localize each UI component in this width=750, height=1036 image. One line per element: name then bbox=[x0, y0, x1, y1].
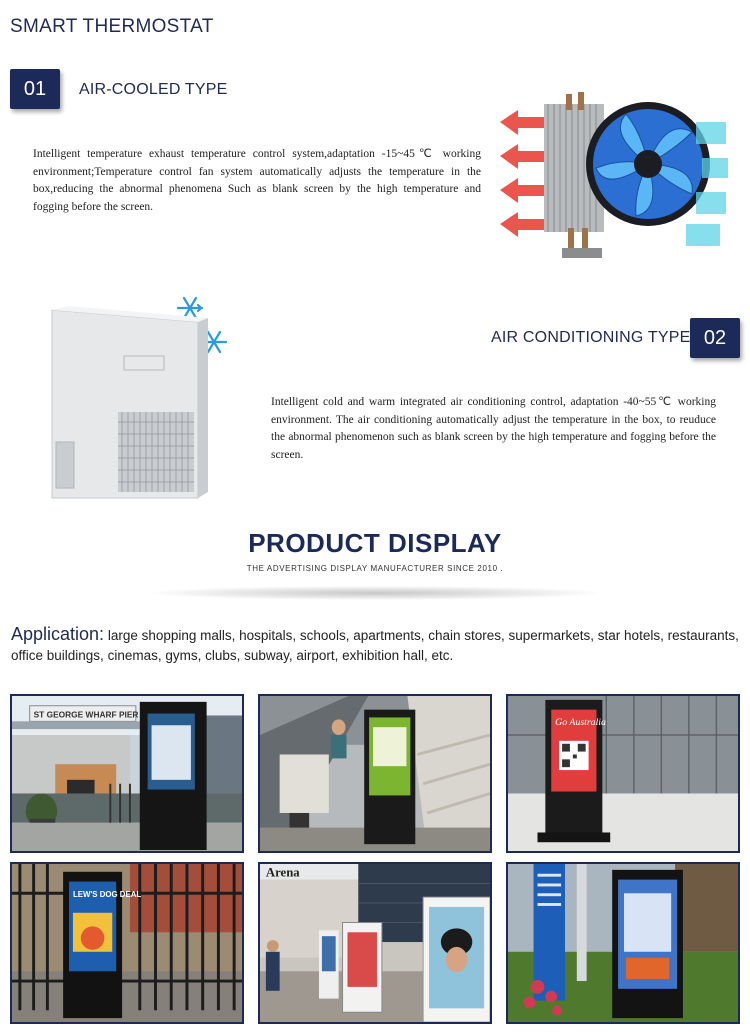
cpu-cooler-fan-image bbox=[496, 88, 730, 268]
product-display-title: PRODUCT DISPLAY bbox=[248, 528, 502, 558]
product-photo-glass-building bbox=[506, 694, 740, 853]
air-conditioning-description: Intelligent cold and warm integrated air conditioning control, adaptation -40~55℃ working environment. The air conditioning automatically adjust the temperature in the box, to reuduce the abnormal phenomenon such as blank screen by the high temperature and fogging before the screen. bbox=[271, 396, 716, 461]
section-number-badge: 02 bbox=[690, 318, 740, 358]
page-title: SMART THERMOSTAT bbox=[10, 16, 214, 37]
section-number-badge: 01 bbox=[10, 69, 60, 109]
arena-sign-text: Arena bbox=[265, 865, 300, 880]
application-text bbox=[11, 624, 741, 666]
air-cooled-description: Intelligent temperature exhaust temperature control system,adaptation -15~45℃ working environment;Temperature control fan system automatically adjusts the temperature in the box,reducing the abnormal phenomena Such as blank screen by the high temperature and fogging before the screen. bbox=[33, 148, 481, 213]
poster-dog-deal-text: LEW'S DOG DEAL bbox=[72, 890, 142, 900]
poster-go-australia-text: Go Australia bbox=[555, 717, 606, 729]
product-photo-stairs bbox=[258, 694, 492, 853]
pier-sign-text: ST GEORGE WHARF PIER bbox=[33, 709, 139, 720]
section-title-air-cooled: AIR-COOLED TYPE bbox=[79, 81, 228, 98]
heading-shadow-divider bbox=[150, 586, 600, 600]
product-display-subtitle: THE ADVERTISING DISPLAY MANUFACTURER SINCE 2010 . bbox=[246, 564, 504, 573]
section-title-air-conditioning: AIR CONDITIONING TYPE bbox=[491, 329, 691, 346]
product-photo-garden bbox=[506, 862, 740, 1024]
product-photo-pier bbox=[10, 694, 244, 853]
product-photo-fence bbox=[10, 862, 244, 1024]
air-conditioner-unit-image bbox=[48, 292, 233, 502]
product-photo-arena bbox=[258, 862, 492, 1024]
application-list: large shopping malls, hospitals, schools, apartments, chain stores, supermarkets, star hotels, restaurants, office buildings, cinemas, gyms, clubs, subway, airport, exhibition hall, etc. bbox=[11, 628, 739, 663]
application-label: Application: bbox=[11, 624, 105, 644]
